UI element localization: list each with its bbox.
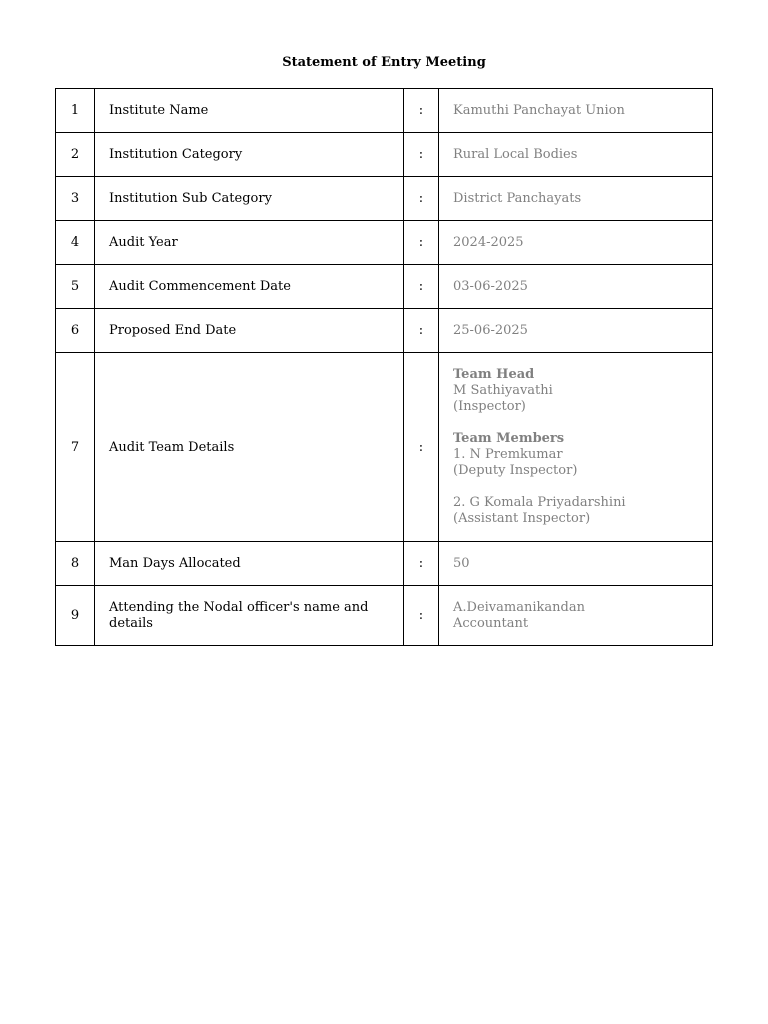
table-row xyxy=(56,133,713,177)
spacer xyxy=(453,479,702,495)
row-number: 9 xyxy=(56,586,95,646)
row-separator: : xyxy=(404,89,439,133)
row-number: 8 xyxy=(56,542,95,586)
row-number: 4 xyxy=(56,221,95,265)
table-row xyxy=(56,586,713,646)
row-number: 6 xyxy=(56,309,95,353)
team-members-heading: Team Members xyxy=(453,431,565,446)
audit-team-details-value xyxy=(439,353,713,542)
nodal-officer-name: A.Deivamanikandan xyxy=(453,599,585,615)
row-label: Institution Sub Category xyxy=(95,177,404,221)
table-row xyxy=(56,353,713,542)
row-separator: : xyxy=(404,586,439,646)
row-number: 1 xyxy=(56,89,95,133)
row-separator: : xyxy=(404,309,439,353)
spacer xyxy=(453,415,702,431)
row-separator: : xyxy=(404,221,439,265)
team-head-role: (Inspector) xyxy=(453,399,526,414)
team-member-name: 1. N Premkumar xyxy=(453,447,563,462)
row-label: Audit Team Details xyxy=(95,353,404,542)
row-label: Proposed End Date xyxy=(95,309,404,353)
table-row xyxy=(56,265,713,309)
table-row xyxy=(56,89,713,133)
row-number: 7 xyxy=(56,353,95,542)
row-separator: : xyxy=(404,177,439,221)
institution-category-value: Rural Local Bodies xyxy=(439,133,713,177)
team-head-name: M Sathiyavathi xyxy=(453,383,553,398)
team-member-name: 2. G Komala Priyadarshini xyxy=(453,495,626,510)
row-number: 2 xyxy=(56,133,95,177)
audit-year-value: 2024-2025 xyxy=(439,221,713,265)
row-label: Man Days Allocated xyxy=(95,542,404,586)
row-label: Institute Name xyxy=(95,89,404,133)
row-label: Audit Year xyxy=(95,221,404,265)
nodal-officer-label: Attending the Nodal officer's name and details xyxy=(109,599,369,631)
team-member-role: (Deputy Inspector) xyxy=(453,463,578,478)
row-label xyxy=(95,586,404,646)
page-title: Statement of Entry Meeting xyxy=(282,55,486,70)
row-separator: : xyxy=(404,265,439,309)
row-number: 3 xyxy=(56,177,95,221)
entry-meeting-table xyxy=(55,88,713,646)
proposed-end-date-value: 25-06-2025 xyxy=(439,309,713,353)
team-head-heading: Team Head xyxy=(453,367,535,382)
team-member-role: (Assistant Inspector) xyxy=(453,511,591,526)
institution-sub-category-value: District Panchayats xyxy=(439,177,713,221)
nodal-officer-value xyxy=(439,586,713,646)
row-label: Institution Category xyxy=(95,133,404,177)
row-separator: : xyxy=(404,133,439,177)
nodal-officer-designation: Accountant xyxy=(453,615,529,631)
man-days-allocated-value: 50 xyxy=(439,542,713,586)
row-number: 5 xyxy=(56,265,95,309)
audit-commencement-date-value: 03-06-2025 xyxy=(439,265,713,309)
row-separator: : xyxy=(404,353,439,542)
table-row xyxy=(56,309,713,353)
institute-name-value: Kamuthi Panchayat Union xyxy=(439,89,713,133)
table-row xyxy=(56,542,713,586)
table-row xyxy=(56,177,713,221)
table-row xyxy=(56,221,713,265)
row-separator: : xyxy=(404,542,439,586)
row-label: Audit Commencement Date xyxy=(95,265,404,309)
